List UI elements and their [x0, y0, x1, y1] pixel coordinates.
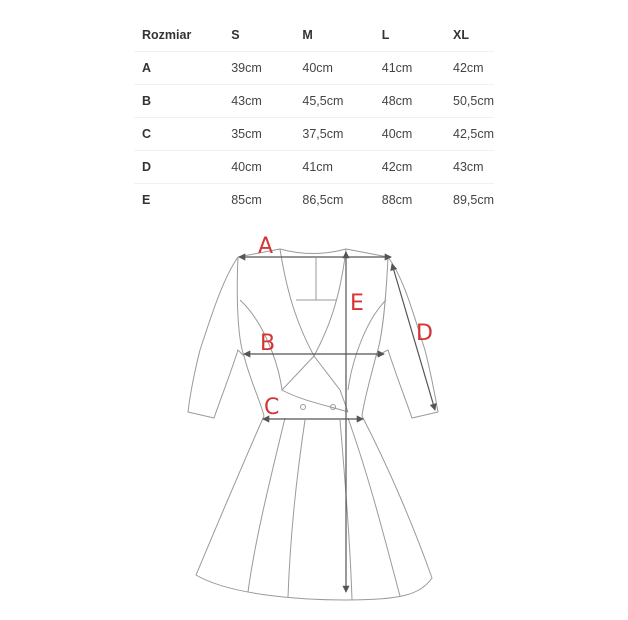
- collar-back: [280, 249, 346, 254]
- table-cell: 86,5cm: [302, 193, 344, 207]
- skirt-fold-4: [348, 418, 400, 596]
- header-size: Rozmiar: [134, 19, 223, 52]
- table-cell: 42cm: [374, 151, 445, 184]
- table-cell: 41cm: [294, 151, 373, 184]
- skirt-fold-2: [288, 420, 305, 597]
- table-cell: 37,5cm: [294, 118, 373, 151]
- skirt-fold-1: [248, 418, 285, 592]
- table-cell: 45,5cm: [294, 85, 373, 118]
- table-cell: 85cm: [231, 193, 262, 207]
- label-c: C: [264, 395, 280, 420]
- sleeve-left: [188, 257, 244, 418]
- row-label: B: [134, 85, 223, 118]
- bodice-right: [362, 257, 388, 416]
- header-m: M: [294, 19, 373, 52]
- table-cell: 40cm: [374, 118, 445, 151]
- dress-outline: [188, 249, 438, 600]
- table-cell: 50,5cm: [445, 85, 494, 118]
- table-cell: 43cm: [445, 151, 494, 184]
- table-cell: 40cm: [223, 151, 294, 184]
- table-cell: 88cm: [381, 193, 413, 207]
- table-cell: 35cm: [223, 118, 294, 151]
- table-cell: 42,5cm: [445, 118, 494, 151]
- skirt-outline: [196, 416, 432, 600]
- table-cell: 41cm: [374, 52, 445, 85]
- table-cell: 48cm: [374, 85, 445, 118]
- neckline-left: [238, 249, 314, 356]
- table-cell: 40cm: [294, 52, 373, 85]
- label-e: E: [350, 291, 364, 316]
- wrap-front: [282, 356, 348, 412]
- header-s: S: [223, 19, 294, 52]
- label-a: A: [258, 234, 274, 259]
- header-xl: XL: [445, 19, 494, 52]
- row-label: A: [134, 52, 223, 85]
- row-label: C: [134, 118, 223, 151]
- table-cell: 39cm: [223, 52, 294, 85]
- button-1: [301, 405, 306, 410]
- measurement-lines: [239, 252, 435, 592]
- row-label: E: [142, 193, 151, 207]
- table-cell: 89,5cm: [453, 193, 494, 207]
- label-d: D: [416, 321, 433, 346]
- label-b: B: [260, 331, 276, 356]
- table-cell: 42cm: [445, 52, 494, 85]
- back-neck-panel: [296, 258, 336, 300]
- row-label: D: [134, 151, 223, 184]
- header-l: L: [374, 19, 445, 52]
- table-cell: 43cm: [223, 85, 294, 118]
